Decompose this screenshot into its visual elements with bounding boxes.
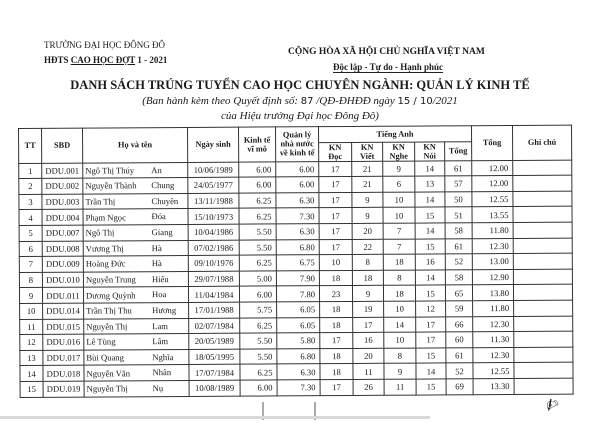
cell-kn-doc: 17 [319,177,352,193]
cell-kn-doc: 18 [320,348,353,364]
cell-dob: 02/07/1984 [189,318,240,334]
cell-ghi-chu [513,222,572,238]
first-name: Lam [152,320,168,331]
cell-kn-noi: 14 [415,223,445,239]
cell-kn-noi: 17 [416,316,446,332]
cell-kinh-te: 6.00 [239,177,276,193]
cell-qlnn: 6.05 [277,317,320,333]
cell-kn-noi: 14 [415,160,445,176]
cell-kn-noi: 14 [416,363,446,379]
last-middle-name: Trần Thị [85,196,116,207]
cell-name [83,162,188,178]
cell-tong: 12.00 [472,176,513,192]
cell-ghi-chu [513,160,572,176]
cell-kinh-te: 5.50 [239,224,276,240]
subtitle-middle: /QĐ-ĐHĐĐ ngày [316,95,395,107]
cell-ta-tong: 61 [445,160,472,176]
cell-ta-tong: 59 [446,301,473,317]
cell-kn-viet: 20 [353,348,384,364]
first-name: Chung [151,180,175,191]
cell-qlnn: 6.30 [276,192,319,208]
cell-qlnn: 7.30 [277,380,320,396]
last-middle-name: Dương Quỳnh [85,289,136,301]
cell-kn-doc: 17 [319,239,352,255]
header-row-1 [19,125,572,144]
cell-kn-nghe: 7 [383,239,415,255]
cell-sbd: DDU.001 [42,163,83,179]
last-middle-name: Phạm Ngọc [85,212,126,223]
cell-ta-tong: 51 [445,207,472,223]
first-name: Nhân [152,367,172,378]
cell-kn-doc: 17 [319,161,352,177]
cell-dob: 10/04/1986 [188,224,239,240]
cell-kn-doc: 18 [320,301,353,317]
cell-name [84,349,189,365]
cell-qlnn: 6.80 [276,239,319,255]
cell-ghi-chu [514,316,573,332]
cell-kn-noi: 15 [415,285,445,301]
org-underlined: CAO HỌC ĐỢT [70,55,136,65]
cell-ghi-chu [513,206,572,222]
cell-sbd: DDU.016 [43,334,84,350]
cell-kn-doc: 17 [319,223,352,239]
cell-tt: 1 [19,163,42,179]
cell-kn-nghe: 10 [383,192,415,208]
col-name: Họ và tên [83,127,188,162]
cell-tong: 13.80 [472,285,513,301]
cell-kn-viet: 18 [352,270,383,286]
col-tt: TT [19,128,42,163]
cell-kn-nghe: 18 [383,285,415,301]
cell-kn-doc: 17 [319,192,352,208]
cell-qlnn: 6.75 [276,255,319,271]
cell-kn-viet: 21 [352,176,383,192]
cell-kinh-te: 6.25 [239,255,276,271]
last-middle-name: Lê Tùng [86,336,116,348]
cell-kn-nghe: 10 [384,301,416,317]
last-middle-name: Ngô Thị Thúy [85,165,135,176]
cell-kn-nghe: 11 [384,379,416,395]
col-tieng-anh: Tiếng Anh [318,126,471,143]
cell-kn-noi: 15 [415,238,445,254]
first-name: Hoa [151,289,167,300]
cell-dob: 09/10/1976 [188,255,239,271]
cell-tong: 12.90 [472,269,513,285]
org-prefix: HĐTS [44,55,71,65]
cell-kn-viet: 9 [352,192,383,208]
first-name: Nghĩa [152,351,174,362]
cell-tt: 5 [19,225,42,241]
cell-kn-nghe: 8 [384,348,416,364]
cell-ghi-chu [513,191,572,207]
cell-kinh-te: 5.75 [240,302,277,318]
cell-sbd: DDU.018 [43,365,84,381]
cell-tong: 11.80 [473,300,514,316]
cell-ghi-chu [513,269,572,285]
cell-tong: 12.30 [473,347,514,363]
cell-kn-noi: 15 [416,379,446,395]
cell-sbd: DDU.015 [43,319,84,335]
cell-qlnn: 6.80 [277,348,320,364]
cell-ta-tong: 58 [445,223,472,239]
cell-dob: 17/01/1988 [189,302,240,318]
cell-ghi-chu [514,331,573,347]
cell-kn-viet: 8 [352,254,383,270]
cell-dob: 10/06/1989 [188,162,239,178]
last-middle-name: Vương Thị [85,243,124,254]
cell-name [83,287,188,303]
last-middle-name: Trần Thị Thu [86,305,132,316]
cell-ta-tong: 69 [446,379,473,395]
cell-name [84,318,189,334]
cell-name [83,271,188,287]
cell-dob: 07/02/1986 [188,240,239,256]
cell-sbd: DDU.017 [43,350,84,366]
cell-ta-tong: 65 [445,285,472,301]
last-middle-name: Nguyễn Văn [86,367,131,379]
subtitle-line-2: của Hiệu trưởng Đại học Đông Đô) [221,110,379,122]
cell-tong: 12.30 [472,238,513,254]
cell-tong: 12.00 [472,160,513,176]
cell-tt: 7 [19,257,42,273]
col-kn-viet: KN Viết [352,142,383,161]
cell-qlnn: 7.80 [276,286,319,302]
cell-kn-nghe: 14 [384,317,416,333]
nation-line-1: CỘNG HÒA XÃ HỘI CHỦ NGHĨA VIỆT NAM [288,47,485,57]
cell-kinh-te: 6.25 [239,193,276,209]
cell-kinh-te: 6.25 [240,317,277,333]
cell-ta-tong: 58 [445,269,472,285]
cell-qlnn: 7.90 [276,270,319,286]
cell-name [84,365,189,381]
org-line-2 [44,55,167,65]
cell-kn-nghe: 10 [383,207,415,223]
cell-sbd: DDU.014 [43,303,84,319]
col-qlnn: Quản lý nhà nước về kinh tế [275,127,318,162]
subtitle-line-1 [0,95,600,107]
cell-dob: 24/05/1977 [188,177,239,193]
cell-kn-noi: 13 [415,176,445,192]
cell-kinh-te: 6.00 [239,286,276,302]
cell-ta-tong: 61 [445,238,472,254]
cell-qlnn: 5.80 [277,333,320,349]
cell-kinh-te: 5.50 [240,349,277,365]
cell-kn-doc: 17 [320,333,353,349]
cell-kn-viet: 17 [353,317,384,333]
cell-ghi-chu [513,175,572,191]
cell-kn-doc: 17 [319,208,352,224]
cell-kn-doc: 23 [319,286,352,302]
cell-name [84,380,189,396]
last-middle-name: Nguyễn Trung [85,274,136,285]
table-body [19,160,573,397]
cell-ta-tong: 60 [446,332,473,348]
subtitle-prefix: (Ban hành kèm theo Quyết định số: [142,95,299,107]
cell-name [83,209,188,225]
cell-name [83,193,188,209]
first-name: Hà [151,242,162,253]
cell-kinh-te: 5.50 [239,239,276,255]
cell-kn-nghe: 9 [383,161,415,177]
cell-tong: 12.30 [473,316,514,332]
cell-ghi-chu [513,238,572,254]
cell-ta-tong: 52 [446,363,473,379]
cell-tt: 4 [19,210,42,226]
cell-sbd: DDU.003 [42,194,83,210]
first-name: Hiếu [151,273,169,284]
cell-tt: 8 [19,272,42,288]
col-kinh-te: Kinh tế vĩ mô [238,127,275,162]
org-line-1: TRƯỜNG ĐẠI HỌC ĐÔNG ĐÔ [44,40,165,50]
cell-kinh-te: 6.00 [239,162,276,178]
document-title: DANH SÁCH TRÚNG TUYỂN CAO HỌC CHUYÊN NGÀNH: QUẢN LÝ KINH TẾ [70,78,530,92]
cell-kn-doc: 18 [320,364,353,380]
decision-date: 15 / 10 [397,96,433,107]
page-edge [0,416,430,419]
cell-qlnn: 6.30 [276,224,319,240]
col-kn-noi: KN Nói [415,141,445,160]
cell-kn-nghe: 7 [383,223,415,239]
cell-ta-tong: 66 [446,316,473,332]
cell-name [83,256,188,272]
last-middle-name: Nguyễn Thị [86,321,128,332]
cell-sbd: DDU.008 [42,241,83,257]
col-kn-nghe: KN Nghe [383,142,415,161]
cell-kn-viet: 19 [353,301,384,317]
cell-tt: 15 [20,381,43,397]
decision-year: /2021 [432,95,458,107]
cell-tong: 12.55 [473,363,514,379]
cell-sbd: DDU.007 [42,225,83,241]
first-name: An [151,164,162,175]
nation-line-2: Độc lập - Tự do - Hạnh phúc [333,62,444,72]
cell-name [83,224,188,240]
cell-ta-tong: 52 [445,254,472,270]
last-middle-name: Ngô Thị [85,227,115,238]
cell-kn-nghe: 6 [383,176,415,192]
cell-tong: 11.80 [472,222,513,238]
cell-tong: 13.55 [472,207,513,223]
cell-kn-doc: 10 [319,255,352,271]
cell-kn-noi: 14 [415,192,445,208]
cell-tong: 12.55 [472,191,513,207]
col-sbd: SBD [42,128,83,163]
cell-ghi-chu [514,300,573,316]
cell-tt: 12 [20,334,43,350]
last-middle-name: Nguyễn Thị [86,383,128,394]
cell-qlnn: 6.05 [277,302,320,318]
cell-tong: 13.00 [472,254,513,270]
cell-name [83,240,188,256]
table-row [20,378,573,397]
cell-kn-doc: 18 [319,270,352,286]
cell-ta-tong: 57 [445,176,472,192]
cell-kn-viet: 26 [353,379,384,395]
cell-kn-nghe: 10 [384,332,416,348]
org-suffix: 1 - 2021 [135,55,168,65]
cell-name [84,334,189,350]
cell-tt: 10 [20,303,43,319]
cell-tong: 11.30 [473,332,514,348]
cell-name [83,178,188,194]
col-ghi-chu: Ghi chú [512,125,571,160]
cell-sbd: DDU.010 [42,272,83,288]
first-name: Nụ [152,383,164,394]
cell-kn-viet: 11 [353,364,384,380]
cell-ghi-chu [513,284,572,300]
first-name: Hà [151,258,162,269]
cell-sbd: DDU.011 [42,287,83,303]
cell-dob: 11/04/1984 [188,286,239,302]
col-ta-tong: Tổng [445,141,472,160]
cell-sbd: DDU.004 [42,209,83,225]
cell-kn-viet: 22 [352,239,383,255]
first-name: Hương [152,304,177,316]
cell-kn-doc: 17 [320,379,353,395]
cell-kn-noi: 17 [416,332,446,348]
first-name: Giang [151,227,173,238]
cell-kn-noi: 15 [416,348,446,364]
cell-ta-tong: 50 [445,192,472,208]
cell-tong: 13.30 [473,378,514,394]
cell-kn-nghe: 18 [383,254,415,270]
cell-kinh-te: 5.00 [239,271,276,287]
col-kn-doc: KN Đọc [319,142,352,161]
cell-qlnn: 6.30 [277,364,320,380]
cell-kn-viet: 20 [352,223,383,239]
cell-dob: 20/05/1989 [189,333,240,349]
first-name: Đóa [151,211,166,222]
cell-kn-nghe: 9 [384,363,416,379]
cell-kn-noi: 15 [415,207,445,223]
cell-kinh-te: 6.00 [240,380,277,396]
cell-ghi-chu [514,347,573,363]
cell-kn-doc: 18 [320,317,353,333]
cell-dob: 10/08/1989 [189,380,240,396]
col-dob: Ngày sinh [187,127,238,162]
last-middle-name: Bùi Quang [86,352,124,363]
first-name: Chuyên [151,195,179,206]
cell-qlnn: 7.30 [276,208,319,224]
cell-kn-viet: 16 [353,332,384,348]
cell-dob: 15/10/1973 [188,209,239,225]
cell-tt: 9 [19,288,42,304]
cell-sbd: DDU.002 [42,178,83,194]
cell-kn-viet: 21 [352,161,383,177]
cell-kn-nghe: 8 [383,270,415,286]
cell-tt: 2 [19,179,42,195]
cell-ghi-chu [514,378,573,394]
decision-number: 87 [300,96,314,107]
cell-dob: 18/05/1995 [189,349,240,365]
cell-kinh-te: 6.25 [240,364,277,380]
cell-tt: 11 [20,319,43,335]
first-name: Lâm [152,336,169,347]
cell-kn-noi: 12 [416,301,446,317]
cell-tt: 13 [20,350,43,366]
cell-ghi-chu [514,362,573,378]
cell-name [84,302,189,318]
cell-tt: 3 [19,194,42,210]
cell-qlnn: 6.00 [276,177,319,193]
cell-ghi-chu [513,253,572,269]
cell-kinh-te: 6.25 [239,208,276,224]
admission-table [18,125,574,398]
last-middle-name: Nguyễn Thành [85,180,137,192]
cell-kn-noi: 16 [415,254,445,270]
cell-kinh-te: 5.50 [240,333,277,349]
cell-dob: 17/07/1984 [189,364,240,380]
cell-ta-tong: 61 [446,347,473,363]
cell-tt: 14 [20,366,43,382]
cell-sbd: DDU.009 [42,256,83,272]
cell-qlnn: 6.00 [276,161,319,177]
cell-dob: 13/11/1988 [188,193,239,209]
cell-kn-viet: 9 [352,286,383,302]
last-middle-name: Hoàng Đức [85,258,126,270]
col-tong: Tổng [471,125,512,160]
cell-tt: 6 [19,241,42,257]
cell-kn-noi: 14 [415,270,445,286]
cell-kn-viet: 9 [352,208,383,224]
cell-dob: 29/07/1988 [188,271,239,287]
signature-mark: ✍ [541,392,563,417]
cell-sbd: DDU.019 [43,381,84,397]
